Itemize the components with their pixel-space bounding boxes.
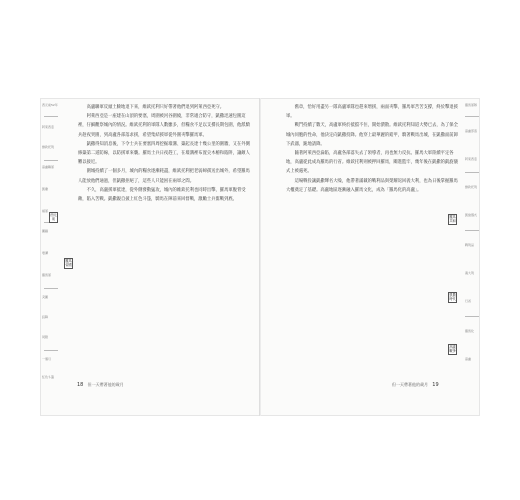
margin-note: 高盧 — [465, 357, 472, 361]
margin-note: 行省 — [465, 299, 472, 303]
margin-note: 高盧部落 — [465, 129, 478, 133]
page-number: 19 — [432, 382, 439, 388]
paragraph: 不久，高盧援軍抵達，從外側發動猛攻，城內的維欽托利也同時出擊，羅馬軍腹背受敵，陷入苦戰。凱撒親自披上紅色斗篷，騎馬在陣前來回督戰，激勵士兵奮戰到底。 — [78, 187, 246, 203]
margin-rule — [44, 288, 58, 289]
margin-rule — [465, 172, 479, 173]
right-side-tab: 凱撒時代 — [448, 292, 457, 303]
left-side-tab: 羅馬帝國 — [64, 258, 73, 269]
right-side-tab: 羅馬共和 — [448, 214, 457, 225]
margin-note: 戰利品 — [465, 243, 475, 247]
paragraph: 阿萊西亞是一座建在山頂的要塞，周圍被河谷圍繞，非常適合防守，凱撒迅速包圍這裡，仔細觀察城內的情況。維欽托利的軍隊人數雖多，但糧食不足以支撐長期包圍，他派騎兵趁夜突圍，到高盧各部落求援，希望集結援軍從外圍夾擊羅馬軍。 — [78, 114, 250, 138]
left-footer — [74, 382, 124, 388]
left-page-text — [78, 103, 252, 204]
running-title: 但一天帶著他的歲月 — [392, 382, 428, 387]
margin-note: 凱旋儀式 — [465, 213, 478, 217]
left-margin-notes — [42, 102, 60, 392]
margin-note: 西元前52年 — [42, 103, 58, 107]
margin-note: 羅馬軍 — [42, 273, 52, 277]
margin-rule — [44, 350, 58, 351]
paragraph: 舊章，恰好用盡另一隊高盧軍隊也趕來增援，兩面夾擊，羅馬軍苦苦支撐，終於擊退援軍。 — [286, 105, 458, 120]
margin-note: 阿萊西亞 — [465, 157, 478, 161]
margin-note: 維欽托利 — [42, 145, 55, 149]
paragraph: 高盧聯軍反頭土臉地退下來，維欽托利只好帶著他們退到阿萊西亞死守。 — [86, 105, 225, 110]
right-page-text — [286, 103, 460, 195]
margin-rule — [44, 116, 58, 117]
right-margin-notes — [465, 102, 483, 392]
running-title: 但一天帶著他的歲月 — [87, 382, 124, 387]
margin-note: 羅馬軍隊 — [465, 103, 478, 107]
margin-note: 義大利 — [465, 271, 475, 275]
left-side-tab: 西元前 — [49, 212, 58, 223]
margin-note: 紅色斗篷 — [42, 375, 55, 379]
right-footer — [392, 382, 442, 388]
margin-note: 高盧聯軍 — [42, 165, 55, 169]
book-gutter — [259, 98, 261, 416]
page-number: 18 — [77, 382, 84, 388]
margin-rule — [465, 230, 479, 231]
margin-note: 圍牆 — [42, 229, 49, 233]
paragraph: 這場戰役讓凱撒聲名大噪，他帶著滿載的戰利品與榮耀返回義大利，也為日後掌握羅馬大權奠定了基礎。高盧地區逐漸融入羅馬文化，成為「羅馬化的高盧」。 — [286, 178, 458, 193]
margin-rule — [465, 316, 479, 317]
margin-note: 阿萊西亞 — [42, 125, 55, 129]
margin-note: 凱撒 — [42, 187, 49, 191]
margin-note: 維欽托利 — [465, 185, 478, 189]
paragraph: 凱撒得知消息後，下令士兵在要塞四周挖掘壕溝、築起長達十幾公里的圍牆，又在外側修築第二道防線，以防援軍來襲。羅馬士兵日夜趕工，在壕溝裡布置尖木樁和陷阱，讓敵人難以接近。 — [78, 141, 250, 166]
paragraph: 隨著阿萊西亞淪陷，高盧各部落失去了領導者，再也無力反抗。羅馬大軍陸續平定各地，高盧從此成為羅馬的行省。維欽托利則被押回羅馬，關進監牢，幾年後在凱撒的凱旋儀式上被處死。 — [286, 151, 458, 175]
margin-note: 羅馬化 — [465, 329, 475, 333]
right-side-tab: 高盧戰爭 — [448, 344, 457, 355]
margin-rule — [44, 160, 58, 161]
margin-note: 壕溝 — [42, 251, 49, 255]
margin-note: 突圍 — [42, 295, 49, 299]
margin-note: 一個月 — [42, 357, 52, 361]
margin-rule — [465, 116, 479, 117]
margin-note: 投降 — [42, 315, 49, 319]
paragraph: 戰鬥持續了數天，高盧軍終於抵擋不住，開始潰散。維欽托利知道大勢已去，為了保全城內同胞的性命，他決定向凱撒投降。他穿上最華麗的鎧甲，騎著戰馬出城，在凱撒面前卸下武器，跪地請降。 — [286, 123, 458, 147]
margin-note: 同胞 — [42, 335, 49, 339]
margin-note: 援軍 — [42, 209, 49, 213]
paragraph: 圍城持續了一個多月，城內的糧食逐漸耗盡，維欽托利把老弱婦孺送出城外，希望羅馬人能放他們通過，但凱撒拒絕了，這些人只能困在兩軍之間。 — [78, 169, 250, 184]
